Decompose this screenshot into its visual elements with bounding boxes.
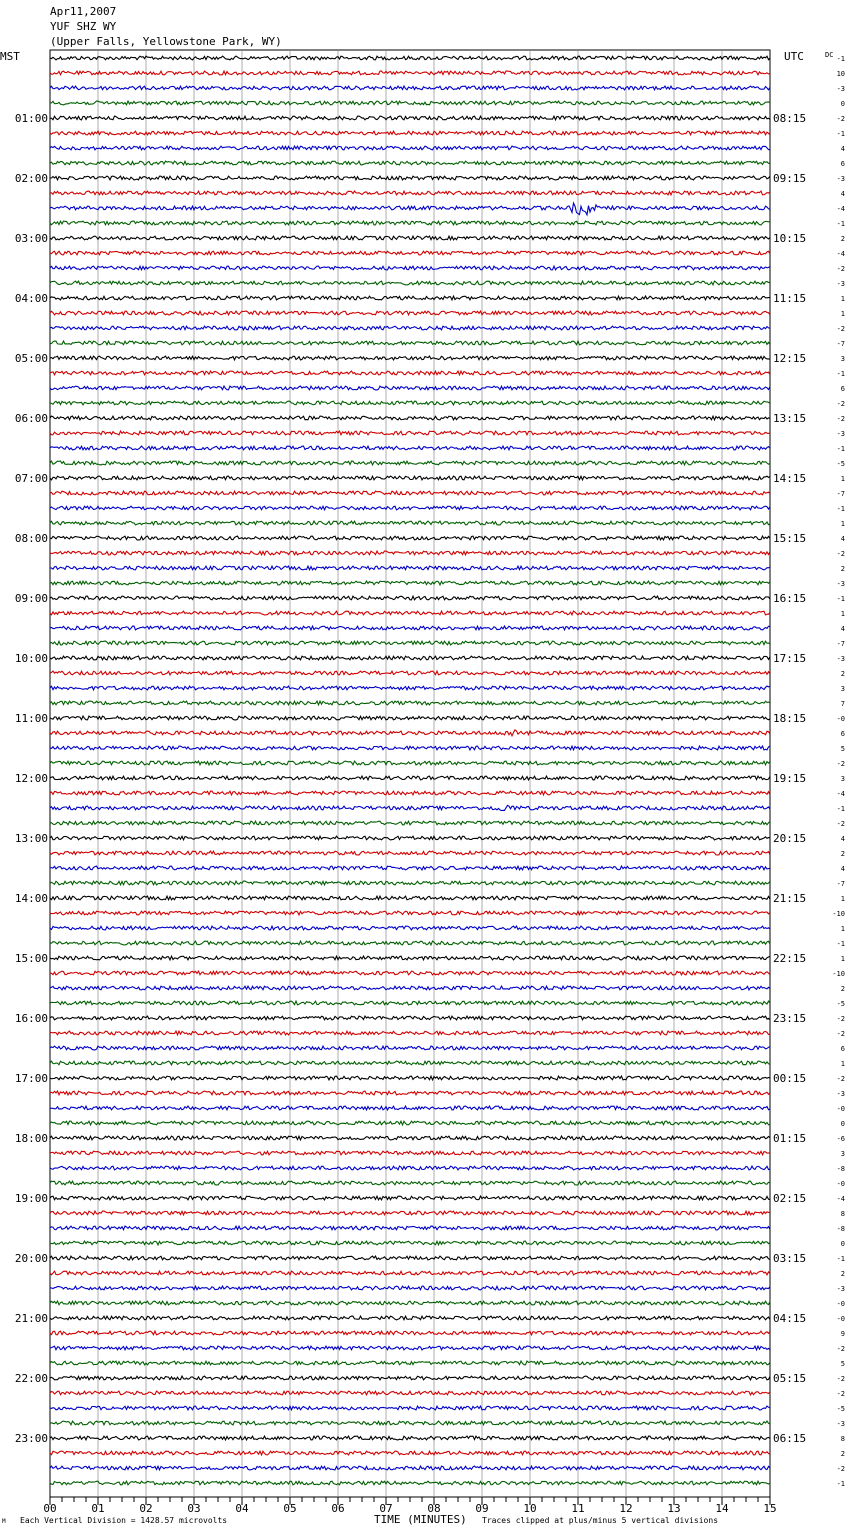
x-tick-label: 15 — [763, 1502, 777, 1515]
seismic-trace — [50, 446, 770, 450]
dc-offset-value: -2 — [836, 415, 845, 423]
clipping-note: Traces clipped at plus/minus 5 vertical divisions — [482, 1516, 719, 1525]
dc-offset-value: 8 — [840, 1210, 845, 1218]
left-hour-label: 07:00 — [14, 472, 48, 485]
seismic-trace — [50, 805, 770, 810]
right-hour-label: 10:15 — [773, 232, 807, 245]
dc-offset-value: -8 — [836, 1165, 845, 1173]
seismic-trace — [50, 116, 770, 120]
seismic-trace — [50, 401, 770, 405]
x-tick-label: 07 — [379, 1502, 393, 1515]
dc-offset-value: -10 — [832, 910, 845, 918]
dc-offset-value: -0 — [836, 715, 845, 723]
right-hour-label: 11:15 — [773, 292, 807, 305]
seismic-trace — [50, 581, 770, 585]
seismic-trace — [50, 941, 770, 945]
seismic-trace — [50, 251, 770, 255]
corner-mark: M — [2, 1518, 6, 1525]
left-hour-label: 12:00 — [14, 772, 48, 785]
dc-offset-value: -7 — [836, 490, 845, 498]
plot-date: Apr11,2007 — [50, 5, 117, 18]
dc-offset-value: 4 — [840, 535, 845, 543]
seismic-trace — [50, 1196, 770, 1200]
dc-offset-value: -1 — [836, 370, 845, 378]
seismic-trace — [50, 566, 770, 570]
seismic-trace — [50, 176, 770, 180]
dc-offset-value: -3 — [836, 85, 845, 93]
dc-offset-value: 0 — [840, 1240, 845, 1248]
right-hour-label: 22:15 — [773, 952, 807, 965]
right-hour-label: 01:15 — [773, 1132, 807, 1145]
x-tick-label: 04 — [235, 1502, 249, 1515]
seismic-trace — [50, 1241, 770, 1245]
dc-offset-value: 2 — [840, 1270, 845, 1278]
dc-offset-value: 1 — [840, 895, 845, 903]
seismic-trace — [50, 56, 770, 60]
dc-offset-value: -1 — [836, 55, 845, 63]
dc-offset-value: -1 — [836, 1480, 845, 1488]
right-hour-label: 03:15 — [773, 1252, 807, 1265]
left-hour-label: 21:00 — [14, 1312, 48, 1325]
seismic-trace — [50, 1316, 770, 1320]
dc-offset-value: -3 — [836, 430, 845, 438]
dc-offset-value: 2 — [840, 985, 845, 993]
dc-offset-value: -0 — [836, 1315, 845, 1323]
seismic-trace — [50, 371, 770, 375]
right-hour-label: 13:15 — [773, 412, 807, 425]
seismic-trace — [50, 1421, 770, 1425]
seismic-trace — [50, 896, 770, 900]
dc-offset-value: -4 — [836, 790, 845, 798]
left-hour-label: 14:00 — [14, 892, 48, 905]
dc-offset-value: 3 — [840, 1150, 845, 1158]
right-hour-label: 09:15 — [773, 172, 807, 185]
left-hour-label: 02:00 — [14, 172, 48, 185]
right-hour-label: 05:15 — [773, 1372, 807, 1385]
seismic-trace — [50, 1361, 770, 1365]
right-hour-label: 08:15 — [773, 112, 807, 125]
seismic-trace — [50, 656, 770, 660]
seismic-trace — [50, 296, 770, 300]
dc-offset-value: -1 — [836, 130, 845, 138]
dc-offset-value: -2 — [836, 115, 845, 123]
seismic-trace — [50, 911, 770, 915]
dc-offset-value: -2 — [836, 1075, 845, 1083]
dc-offset-value: -0 — [836, 1180, 845, 1188]
seismic-trace — [50, 716, 770, 720]
dc-offset-value: -2 — [836, 1345, 845, 1353]
right-hour-label: 04:15 — [773, 1312, 807, 1325]
dc-offset-value: -2 — [836, 1390, 845, 1398]
seismic-trace — [50, 203, 770, 215]
seismic-trace — [50, 461, 770, 465]
left-hour-label: 23:00 — [14, 1432, 48, 1445]
dc-offset-value: -7 — [836, 340, 845, 348]
seismic-trace — [50, 1106, 770, 1110]
dc-offset-value: 9 — [840, 1330, 845, 1338]
seismic-trace — [50, 476, 770, 480]
dc-offset-value: -0 — [836, 1300, 845, 1308]
dc-offset-value: -2 — [836, 1465, 845, 1473]
x-tick-label: 05 — [283, 1502, 297, 1515]
seismic-trace — [50, 1436, 770, 1440]
dc-offset-value: 1 — [840, 475, 845, 483]
seismic-trace — [50, 341, 770, 345]
left-hour-label: 22:00 — [14, 1372, 48, 1385]
dc-offset-value: -1 — [836, 595, 845, 603]
dc-offset-value: 4 — [840, 145, 845, 153]
dc-offset-value: 4 — [840, 625, 845, 633]
left-hour-label: 08:00 — [14, 532, 48, 545]
seismic-trace — [50, 161, 770, 165]
dc-offset-value: -2 — [836, 265, 845, 273]
seismic-trace — [50, 506, 770, 510]
dc-offset-value: 8 — [840, 1435, 845, 1443]
seismic-trace — [50, 730, 770, 736]
seismic-trace — [50, 1136, 770, 1140]
dc-offset-value: 3 — [840, 355, 845, 363]
seismic-trace — [50, 71, 770, 75]
seismic-trace — [50, 1376, 770, 1380]
seismic-trace — [50, 86, 770, 90]
seismic-trace — [50, 626, 770, 630]
dc-offset-value: 1 — [840, 295, 845, 303]
dc-offset-value: -2 — [836, 1375, 845, 1383]
dc-offset-value: -3 — [836, 1285, 845, 1293]
dc-offset-value: 1 — [840, 610, 845, 618]
dc-offset-value: -4 — [836, 250, 845, 258]
seismic-trace — [50, 521, 770, 525]
vertical-division-note: Each Vertical Division = 1428.57 microvolts — [20, 1516, 228, 1525]
right-hour-label: 14:15 — [773, 472, 807, 485]
seismic-trace — [50, 1181, 770, 1185]
x-tick-label: 02 — [139, 1502, 153, 1515]
x-tick-label: 09 — [475, 1502, 489, 1515]
seismic-trace — [50, 1016, 770, 1020]
dc-offset-value: -10 — [832, 970, 845, 978]
dc-offset-value: 6 — [840, 1045, 845, 1053]
dc-offset-value: 6 — [840, 160, 845, 168]
seismic-trace — [50, 1151, 770, 1155]
seismic-trace — [50, 146, 770, 150]
left-hour-label: 03:00 — [14, 232, 48, 245]
dc-offset-value: 4 — [840, 835, 845, 843]
dc-offset-value: -5 — [836, 1000, 845, 1008]
seismic-trace — [50, 761, 770, 765]
seismic-trace — [50, 1046, 770, 1050]
dc-offset-value: -1 — [836, 1255, 845, 1263]
x-tick-label: 12 — [619, 1502, 633, 1515]
dc-offset-value: -7 — [836, 880, 845, 888]
seismic-trace — [50, 956, 770, 960]
dc-offset-value: -1 — [836, 805, 845, 813]
dc-offset-value: 5 — [840, 1360, 845, 1368]
seismic-trace — [50, 1286, 770, 1290]
seismic-trace — [50, 1166, 770, 1170]
dc-offset-value: 3 — [840, 775, 845, 783]
seismic-trace — [50, 821, 770, 825]
seismic-trace — [50, 596, 770, 600]
dc-offset-value: -2 — [836, 550, 845, 558]
dc-offset-value: -3 — [836, 280, 845, 288]
station-location: (Upper Falls, Yellowstone Park, WY) — [50, 35, 282, 48]
dc-offset-value: -1 — [836, 505, 845, 513]
dc-offset-value: -4 — [836, 205, 845, 213]
plot-content — [15, 50, 845, 1515]
left-hour-label: 15:00 — [14, 952, 48, 965]
left-hour-label: 04:00 — [14, 292, 48, 305]
right-hour-label: 12:15 — [773, 352, 807, 365]
dc-offset-value: 3 — [840, 685, 845, 693]
left-hour-label: 09:00 — [14, 592, 48, 605]
seismic-trace — [50, 1226, 770, 1230]
seismic-trace — [50, 686, 770, 690]
dc-offset-value: 6 — [840, 385, 845, 393]
dc-offset-value: 1 — [840, 310, 845, 318]
seismic-trace — [50, 836, 770, 840]
seismic-trace — [50, 746, 770, 750]
seismic-trace — [50, 416, 770, 420]
right-hour-label: 15:15 — [773, 532, 807, 545]
left-hour-label: 06:00 — [14, 412, 48, 425]
right-hour-label: 06:15 — [773, 1432, 807, 1445]
right-hour-label: 17:15 — [773, 652, 807, 665]
right-hour-label: 19:15 — [773, 772, 807, 785]
seismic-trace — [50, 1301, 770, 1305]
dc-offset-value: -8 — [836, 1225, 845, 1233]
seismic-trace — [50, 671, 770, 675]
seismic-trace — [50, 1091, 770, 1095]
left-hour-label: 05:00 — [14, 352, 48, 365]
right-timezone-label: UTC — [784, 50, 804, 63]
left-hour-label: 20:00 — [14, 1252, 48, 1265]
right-hour-label: 00:15 — [773, 1072, 807, 1085]
seismic-trace — [50, 101, 770, 105]
dc-offset-value: -2 — [836, 1015, 845, 1023]
seismic-trace — [50, 1271, 770, 1275]
dc-offset-value: -7 — [836, 640, 845, 648]
dc-offset-value: -3 — [836, 580, 845, 588]
dc-offset-value: 2 — [840, 565, 845, 573]
dc-offset-value: -1 — [836, 445, 845, 453]
seismic-trace — [50, 926, 770, 930]
dc-offset-value: -0 — [836, 1105, 845, 1113]
seismic-trace — [50, 536, 770, 540]
left-hour-label: 19:00 — [14, 1192, 48, 1205]
dc-offset-value: 1 — [840, 925, 845, 933]
seismic-trace — [50, 971, 770, 975]
left-hour-label: 17:00 — [14, 1072, 48, 1085]
dc-offset-value: 1 — [840, 1060, 845, 1068]
seismic-trace — [50, 221, 770, 225]
x-axis-label: TIME (MINUTES) — [374, 1513, 467, 1526]
seismic-trace — [50, 1211, 770, 1215]
dc-offset-value: -3 — [836, 175, 845, 183]
dc-offset-value: -2 — [836, 1030, 845, 1038]
dc-offset-header: DC — [825, 51, 834, 59]
dc-offset-value: -3 — [836, 655, 845, 663]
left-hour-label: 10:00 — [14, 652, 48, 665]
dc-offset-value: -2 — [836, 760, 845, 768]
seismic-trace — [50, 131, 770, 135]
seismic-trace — [50, 1466, 770, 1470]
left-hour-label: 13:00 — [14, 832, 48, 845]
dc-offset-value: 2 — [840, 850, 845, 858]
x-tick-label: 01 — [91, 1502, 105, 1515]
dc-offset-value: 10 — [836, 70, 845, 78]
dc-offset-value: 1 — [840, 955, 845, 963]
dc-offset-value: -3 — [836, 1090, 845, 1098]
dc-offset-value: -1 — [836, 940, 845, 948]
dc-offset-value: 0 — [840, 100, 845, 108]
dc-offset-value: -1 — [836, 220, 845, 228]
dc-offset-value: 5 — [840, 745, 845, 753]
right-hour-label: 20:15 — [773, 832, 807, 845]
station-code: YUF SHZ WY — [50, 20, 117, 33]
seismic-trace — [50, 356, 770, 360]
dc-offset-value: 1 — [840, 520, 845, 528]
x-tick-label: 08 — [427, 1502, 441, 1515]
dc-offset-value: -4 — [836, 1195, 845, 1203]
seismic-trace — [50, 1451, 770, 1455]
seismic-trace — [50, 326, 770, 330]
x-tick-label: 10 — [523, 1502, 537, 1515]
x-tick-label: 03 — [187, 1502, 201, 1515]
seismic-trace — [50, 701, 770, 705]
dc-offset-value: 2 — [840, 670, 845, 678]
dc-offset-value: -2 — [836, 325, 845, 333]
dc-offset-value: 2 — [840, 1450, 845, 1458]
dc-offset-value: 4 — [840, 865, 845, 873]
dc-offset-value: -6 — [836, 1135, 845, 1143]
seismic-trace — [50, 491, 770, 495]
seismic-trace — [50, 191, 770, 195]
seismic-trace — [50, 791, 770, 795]
x-tick-label: 06 — [331, 1502, 345, 1515]
x-tick-label: 14 — [715, 1502, 729, 1515]
dc-offset-value: 4 — [840, 190, 845, 198]
x-tick-label: 11 — [571, 1502, 585, 1515]
seismic-trace — [50, 1121, 770, 1125]
dc-offset-value: 7 — [840, 700, 845, 708]
seismic-trace — [50, 281, 770, 285]
seismic-trace — [50, 551, 770, 555]
dc-offset-value: 2 — [840, 235, 845, 243]
dc-offset-value: -3 — [836, 1420, 845, 1428]
seismic-trace — [50, 1256, 770, 1260]
right-hour-label: 21:15 — [773, 892, 807, 905]
dc-offset-value: -5 — [836, 1405, 845, 1413]
seismic-trace — [50, 1031, 770, 1035]
dc-offset-value: 0 — [840, 1120, 845, 1128]
right-hour-label: 16:15 — [773, 592, 807, 605]
left-hour-label: 11:00 — [14, 712, 48, 725]
dc-offset-value: -5 — [836, 460, 845, 468]
seismic-trace — [50, 851, 770, 855]
seismic-trace — [50, 266, 770, 270]
seismic-trace — [50, 1481, 770, 1485]
seismic-trace — [50, 1001, 770, 1005]
left-hour-label: 18:00 — [14, 1132, 48, 1145]
seismic-trace — [50, 986, 770, 990]
seismic-trace — [50, 311, 770, 315]
right-hour-label: 18:15 — [773, 712, 807, 725]
seismic-trace — [50, 236, 770, 240]
seismic-trace — [50, 1346, 770, 1350]
seismic-trace — [50, 1391, 770, 1395]
seismic-trace — [50, 386, 770, 390]
seismic-trace — [50, 866, 770, 870]
seismic-trace — [50, 1061, 770, 1065]
seismic-trace — [50, 431, 770, 435]
x-tick-label: 00 — [43, 1502, 57, 1515]
seismic-trace — [50, 611, 770, 615]
seismic-trace — [50, 776, 770, 780]
seismic-trace — [50, 641, 770, 645]
left-hour-label: 01:00 — [14, 112, 48, 125]
dc-offset-value: -2 — [836, 820, 845, 828]
dc-offset-value: 6 — [840, 730, 845, 738]
right-hour-label: 23:15 — [773, 1012, 807, 1025]
seismic-trace — [50, 881, 770, 885]
dc-offset-value: -2 — [836, 400, 845, 408]
left-hour-label: 16:00 — [14, 1012, 48, 1025]
left-timezone-label: MST — [0, 50, 20, 63]
seismic-trace — [50, 1331, 770, 1335]
x-tick-label: 13 — [667, 1502, 681, 1515]
seismic-trace — [50, 1406, 770, 1410]
right-hour-label: 02:15 — [773, 1192, 807, 1205]
seismic-trace — [50, 1076, 770, 1080]
